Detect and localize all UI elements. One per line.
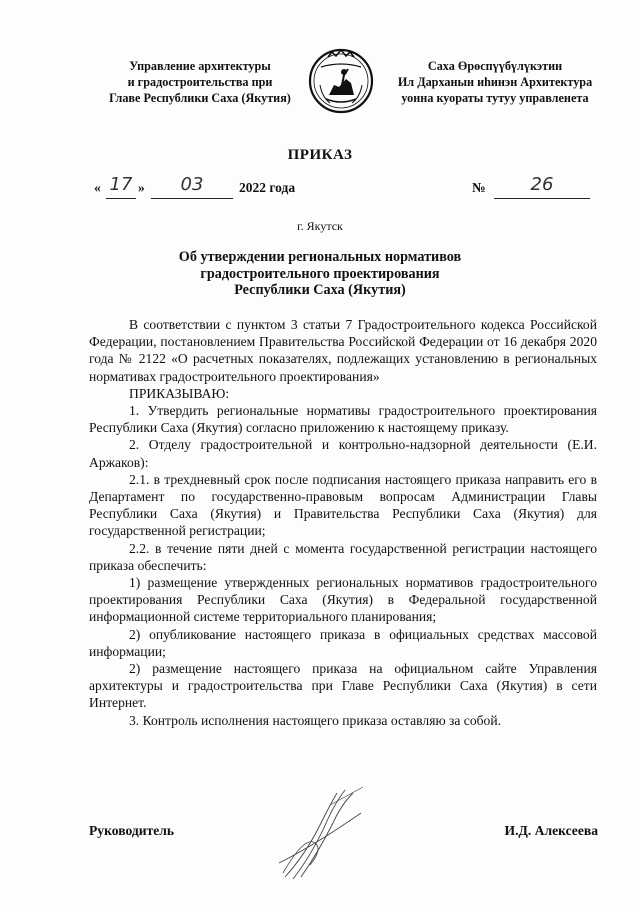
subject-line-1: Об утверждении региональных нормативов <box>178 249 462 265</box>
year-label: 2022 года <box>239 180 296 195</box>
item-2-2-sub-1: 1) размещение утвержденных региональных нормативов градостроительного проектирования Республики Саха (Якутия) в Федеральной государственной информационной системе территориального планирования; <box>89 575 597 625</box>
item-2-2-sub-3: 2) размещение настоящего приказа на официальном сайте Управления архитектуры и градостроительства при Главе Республики Саха (Якутия) в сети Интернет. <box>89 661 597 711</box>
quote-close: » <box>138 180 145 195</box>
item-2-1: 2.1. в трехдневный срок после подписания настоящего приказа направить его в Департамент по государственно-правовым вопросам Администрации Главы Республики Саха (Якутия) и Правительства Республики Саха (Якутия) для государственной регистрации; <box>89 471 597 539</box>
document-type-title: ПРИКАЗ <box>287 147 353 163</box>
day-value: 17 <box>109 174 133 195</box>
signer-name: И.Д. Алексеева <box>504 823 598 838</box>
subject-line-3: Республики Саха (Якутия) <box>234 282 406 298</box>
org-name-yakut <box>385 58 605 106</box>
org-right-line-3: уонна куораты тутуу управленета <box>401 91 589 105</box>
order-body <box>89 316 597 729</box>
number-value: 26 <box>530 174 554 195</box>
quote-open: « <box>94 180 101 195</box>
day-field <box>106 174 136 199</box>
preamble-paragraph: В соответствии с пунктом 3 статьи 7 Градостроительного кодекса Российской Федерации, постановлением Правительства Российской Федерации от 16 декабря 2020 года № 2122 «О расчетных показателях, подлежащих установлению в региональных нормативах градостроительного проектирования» <box>89 317 597 384</box>
org-name-russian <box>100 58 300 106</box>
item-3: 3. Контроль исполнения настоящего приказа оставляю за собой. <box>129 712 502 728</box>
org-left-line-1: Управление архитектуры <box>129 59 271 73</box>
item-1: 1. Утвердить региональные нормативы градостроительного проектирования Республики Саха (Якутия) согласно приложению к настоящему приказу. <box>89 403 597 436</box>
document-subject <box>120 249 520 299</box>
city-label: г. Якутск <box>297 219 343 233</box>
org-right-line-2: Ил Дарханын иһинэн Архитектура <box>397 75 593 89</box>
item-2-2: 2.2. в течение пяти дней с момента государственной регистрации настоящего приказа обеспечить: <box>89 540 597 573</box>
org-left-line-2: и градостроительства при <box>127 75 273 89</box>
month-value: 03 <box>180 174 204 195</box>
number-field <box>494 174 590 199</box>
item-2-2-sub-2: 2) опубликование настоящего приказа в официальных средствах массовой информации; <box>89 626 597 659</box>
month-field <box>151 174 233 199</box>
date-number-row <box>94 174 594 204</box>
org-right-line-1: Саха Өрөспүүбүлүкэтин <box>427 59 563 73</box>
signer-position: Руководитель <box>89 823 175 838</box>
handwritten-signature <box>275 785 385 885</box>
coat-of-arms-icon <box>306 45 376 115</box>
item-2: 2. Отделу градостроительной и контрольно-надзорной деятельности (Е.И. Аржаков): <box>89 437 597 470</box>
org-left-line-3: Главе Республики Саха (Якутия) <box>109 91 291 105</box>
order-keyword: ПРИКАЗЫВАЮ: <box>129 385 230 401</box>
subject-line-2: градостроительного проектирования <box>200 265 440 282</box>
number-label: № <box>472 180 486 195</box>
